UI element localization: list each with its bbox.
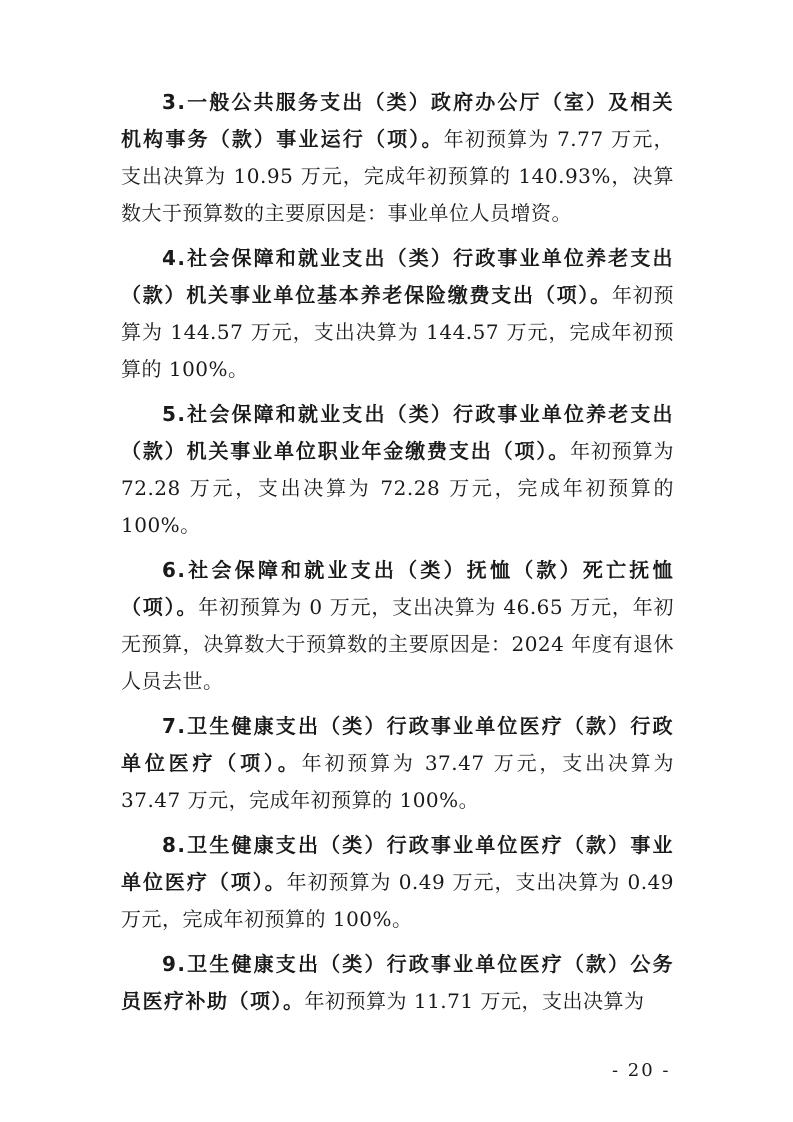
paragraph-heading: 4.社会保障和就业支出（类）行政事业单位养老支出（款）机关事业单位基本养老保险缴费支出（项）。	[121, 246, 674, 307]
paragraph-heading: 9.卫生健康支出（类）行政事业单位医疗（款）公务员医疗补助（项）。	[121, 952, 674, 1013]
document-body	[121, 84, 674, 1028]
paragraph-item-7	[121, 708, 674, 819]
paragraph-text: 年初预算为 72.28 万元，支出决算为 72.28 万元，完成年初预算的 100%。	[121, 439, 675, 537]
paragraph-heading: 6.社会保障和就业支出（类）抚恤（款）死亡抚恤（项）。	[121, 558, 674, 619]
paragraph-text: 年初预算为 144.57 万元，支出决算为 144.57 万元，完成年初预算的 100%。	[121, 283, 675, 381]
paragraph-item-9	[121, 946, 674, 1020]
paragraph-item-8	[121, 827, 674, 938]
paragraph-text: 年初预算为 11.71 万元，支出决算为	[304, 989, 645, 1013]
paragraph-heading: 3.一般公共服务支出（类）政府办公厅（室）及相关机构事务（款）事业运行（项）。	[121, 90, 674, 151]
paragraph-text: 年初预算为 0 万元，支出决算为 46.65 万元，年初无预算，决算数大于预算数的主要原因是：2024 年度有退休人员去世。	[121, 595, 674, 693]
paragraph-heading: 7.卫生健康支出（类）行政事业单位医疗（款）行政单位医疗（项）。	[121, 714, 674, 775]
paragraph-heading: 8.卫生健康支出（类）行政事业单位医疗（款）事业单位医疗（项）。	[121, 833, 674, 894]
paragraph-text: 年初预算为 0.49 万元，支出决算为 0.49 万元，完成年初预算的 100%。	[121, 870, 674, 931]
paragraph-text: 年初预算为 7.77 万元，支出决算为 10.95 万元，完成年初预算的 140.93%，决算数大于预算数的主要原因是：事业单位人员增资。	[121, 127, 674, 225]
page-number: - 20 -	[612, 1060, 671, 1081]
paragraph-text: 年初预算为 37.47 万元，支出决算为 37.47 万元，完成年初预算的 100%。	[121, 751, 674, 812]
paragraph-item-3	[121, 84, 674, 232]
paragraph-item-6	[121, 552, 674, 700]
paragraph-heading: 5.社会保障和就业支出（类）行政事业单位养老支出（款）机关事业单位职业年金缴费支出（项）。	[121, 402, 674, 463]
paragraph-item-4	[121, 240, 674, 388]
paragraph-item-5	[121, 396, 674, 544]
